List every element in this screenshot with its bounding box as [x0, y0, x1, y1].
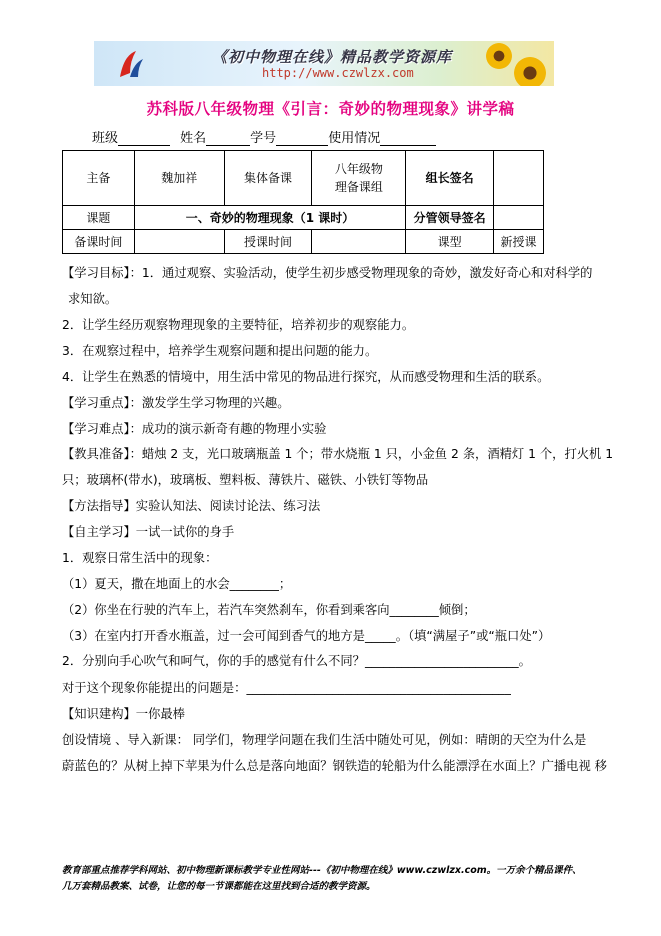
- text-line: 【学习难点】：成功的演示新奇有趣的物理小实验: [62, 422, 327, 436]
- banner-url[interactable]: http://www.czwlzx.com: [262, 66, 414, 80]
- footer-line: 教育部重点推荐学科网站、初中物理新课标教学专业性网站---《初中物理在线》www.czwlzx.com。一万余个精品课件、: [62, 865, 582, 876]
- text-line: 【学习目标】：1．通过观察、实验活动，使学生初步感受物理现象的奇妙，激发好奇心和对科学的: [62, 266, 593, 280]
- table-cell: 魏加祥: [134, 151, 224, 206]
- banner-title: 《初中物理在线》精品教学资源库: [212, 48, 453, 66]
- text-line: 【学习重点】：激发学生学习物理的兴趣。: [62, 396, 290, 410]
- text-line: 只；玻璃杯(带水)，玻璃板、塑料板、薄铁片、磁铁、小铁钉等物品: [62, 473, 429, 487]
- text-line: 【方法指导】实验认知法、阅读讨论法、练习法: [62, 499, 321, 513]
- table-cell: 组长签名: [406, 151, 494, 206]
- usage-label: 使用情况: [328, 131, 381, 146]
- table-cell: 授课时间: [224, 230, 312, 254]
- sunflower-icon: [486, 43, 512, 69]
- table-cell-empty[interactable]: [494, 206, 544, 230]
- text-line: 【教具准备】：蜡烛 2 支，光口玻璃瓶盖 1 个；带水烧瓶 1 只，小金鱼 2 条，酒精灯 1 个，打火机 1: [62, 447, 614, 461]
- table-cell: 分管领导签名: [406, 206, 494, 230]
- table-cell: 备课时间: [63, 230, 135, 254]
- table-cell: 新授课: [494, 230, 544, 254]
- id-label: 学号: [250, 131, 277, 146]
- table-row: [63, 206, 544, 230]
- name-label: 姓名: [180, 131, 207, 146]
- footer-line: 几万套精品教案、试卷，让您的每一节课都能在这里找到合适的教学资源。: [62, 881, 376, 892]
- logo-icon: [116, 47, 146, 81]
- text-line: 1．观察日常生活中的现象：: [62, 551, 218, 565]
- text-line: （1）夏天，撒在地面上的水会________；: [62, 577, 292, 591]
- table-cell-empty[interactable]: [312, 230, 406, 254]
- sunflower-icon: [514, 57, 546, 86]
- table-cell: 主备: [63, 151, 135, 206]
- text-line: 求知欲。: [68, 292, 118, 306]
- table-row: [63, 230, 544, 254]
- text-line: （3）在室内打开香水瓶盖，过一会可闻到香气的地方是_____。（填“满屋子”或“瓶口处”）: [62, 629, 551, 643]
- student-info-row: [92, 127, 436, 146]
- table-cell-line: 理备课组: [334, 180, 383, 194]
- text-line: （2）你坐在行驶的汽车上，若汽车突然刹车，你看到乘客向________倾倒；: [62, 603, 476, 617]
- table-cell: 一、奇妙的物理现象（1 课时）: [134, 206, 405, 230]
- document-title: 苏科版八年级物理《引言：奇妙的物理现象》讲学稿: [146, 100, 515, 118]
- text-line: 2．分别向手心吹气和呵气，你的手的感觉有什么不同？_________________________。: [62, 654, 531, 668]
- name-field[interactable]: [206, 132, 250, 146]
- table-cell-line: 八年级物: [334, 162, 383, 176]
- lesson-prep-table: [62, 150, 544, 254]
- text-line: 创设情境 、导入新课： 同学们，物理学问题在我们生活中随处可见，例如：晴朗的天空为什么是: [62, 733, 587, 747]
- table-cell: 集体备课: [224, 151, 312, 206]
- header-banner: [94, 41, 554, 86]
- text-line: 4．让学生在熟悉的情境中，用生活中常见的物品进行探究，从而感受物理和生活的联系。: [62, 370, 550, 384]
- table-cell-empty[interactable]: [494, 151, 544, 206]
- text-line: 【知识建构】一你最棒: [62, 707, 185, 721]
- footer-note: [62, 863, 582, 895]
- text-line: 对于这个现象你能提出的问题是：___________________________________________: [62, 681, 511, 695]
- text-line: 2．让学生经历观察物理现象的主要特征，培养初步的观察能力。: [62, 318, 415, 332]
- class-label: 班级: [92, 131, 119, 146]
- table-row: [63, 151, 544, 206]
- table-cell: [312, 151, 406, 206]
- id-field[interactable]: [276, 132, 328, 146]
- table-cell-empty[interactable]: [134, 230, 224, 254]
- table-cell: 课型: [406, 230, 494, 254]
- usage-field[interactable]: [380, 132, 436, 146]
- text-line: 蔚蓝色的？从树上掉下苹果为什么总是落向地面？钢铁造的轮船为什么能漂浮在水面上？广播电视 移: [62, 759, 607, 773]
- class-field[interactable]: [118, 132, 170, 146]
- text-line: 【自主学习】一试一试你的身手: [62, 525, 235, 539]
- table-cell: 课题: [63, 206, 135, 230]
- text-line: 3．在观察过程中，培养学生观察问题和提出问题的能力。: [62, 344, 378, 358]
